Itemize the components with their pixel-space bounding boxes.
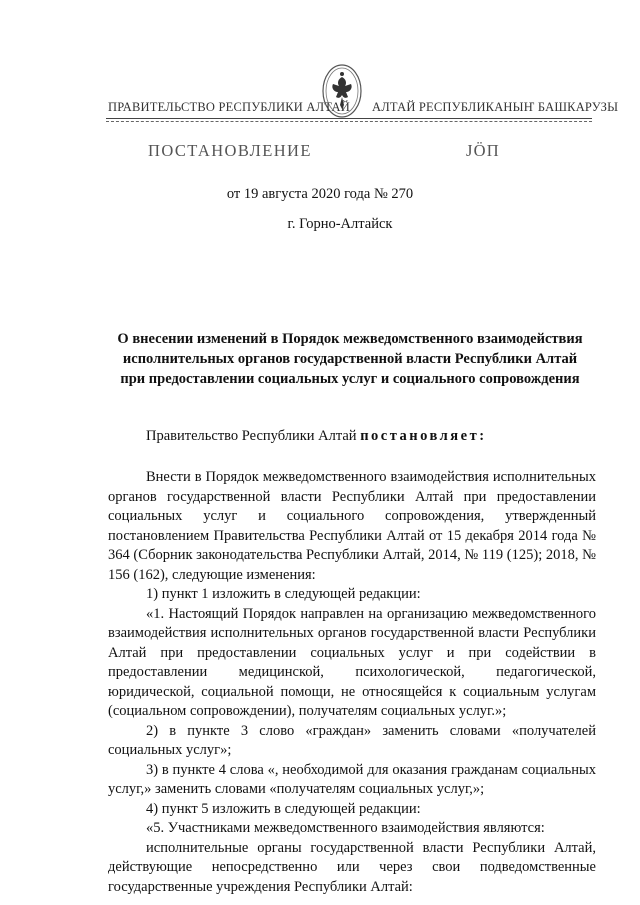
intro-prefix: Правительство Республики Алтай xyxy=(146,428,361,444)
paragraph-item-1-text: «1. Настоящий Порядок направлен на организацию межведомственного взаимодействия исполнительных органов государственной власти Республики Алтай при предоставлении социальных услуг и при содействии в предоставлении медицинской, психологической, педагогической, юридической, социальной помощи, не относящейся к социальным услугам (социальном сопровождении), получателям социальных услуг.»; xyxy=(108,605,596,719)
paragraph-item-4: 4) пункт 5 изложить в следующей редакции: xyxy=(146,800,421,817)
government-name-altai: АЛТАЙ РЕСПУБЛИКАНЫҤ БАШКАРУЗЫ xyxy=(372,100,619,114)
heading-line-2: исполнительных органов государственной власти Республики Алтай xyxy=(122,351,578,367)
paragraph-item-1: 1) пункт 1 изложить в следующей редакции: xyxy=(146,586,421,602)
document-type-russian: ПОСТАНОВЛЕНИЕ xyxy=(148,141,312,160)
paragraph-item-2: 2) в пункте 3 слово «граждан» заменить словами «получателей социальных услуг»; xyxy=(108,722,596,758)
paragraph-item-4-text: «5. Участниками межведомственного взаимодействия являются: xyxy=(146,820,545,836)
header-divider-secondary xyxy=(106,121,592,122)
paragraph-intro-changes: Внести в Порядок межведомственного взаимодействия исполнительных органов государственной власти Республики Алтай при предоставлении социальных услуг и социального сопровождения, утвержденный постановлением Правительства Республики Алтай от 15 декабря 2014 года № 364 (Сборник законодательства Республики Алтай, 2014, № 119 (125); 2018, № 156 (162), следующие изменения: xyxy=(108,469,596,583)
document-city: г. Горно-Алтайск xyxy=(287,216,393,232)
header-divider xyxy=(106,118,592,119)
government-name-russian: ПРАВИТЕЛЬСТВО РЕСПУБЛИКИ АЛТАЙ xyxy=(108,100,350,114)
document-date-number: от 19 августа 2020 года № 270 xyxy=(226,186,414,202)
decree-word: постановляет: xyxy=(360,428,487,444)
document-body xyxy=(108,468,596,897)
heading-line-3: при предоставлении социальных услуг и социального сопровождения xyxy=(120,371,580,387)
heading-line-1: О внесении изменений в Порядок межведомственного взаимодействия xyxy=(117,331,583,347)
paragraph-item-3: 3) в пункте 4 слова «, необходимой для оказания гражданам социальных услуг,» заменить словами «получателям социальных услуг,»; xyxy=(108,761,596,797)
document-type-altai: ЈӦП xyxy=(466,141,500,160)
intro-line xyxy=(146,427,596,447)
paragraph-participants: исполнительные органы государственной власти Республики Алтай, действующие непосредственно или через свои подведомственные государственные учреждения Республики Алтай: xyxy=(108,839,596,895)
document-heading xyxy=(100,329,600,389)
